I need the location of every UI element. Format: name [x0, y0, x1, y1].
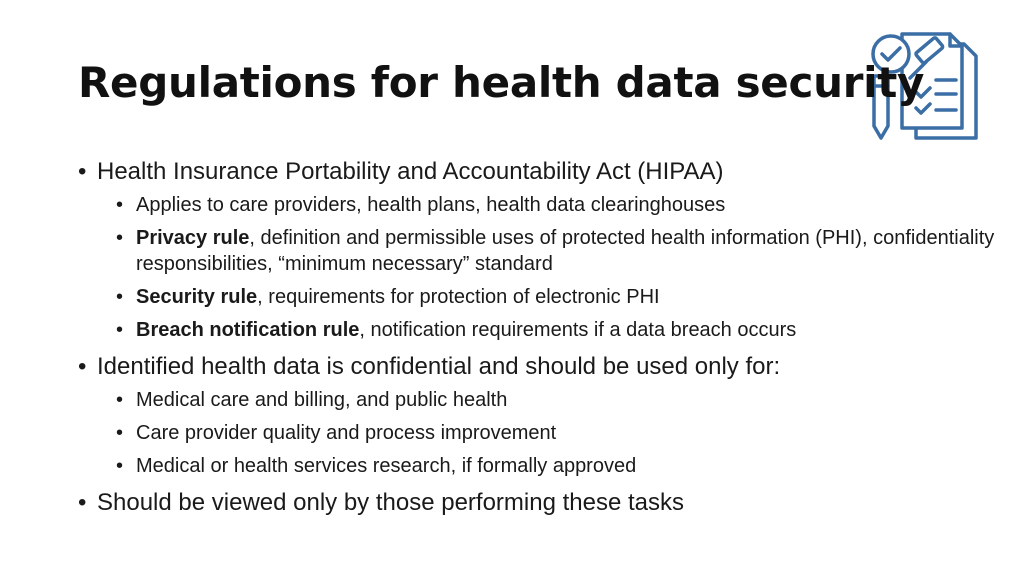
sub-bullet-list — [116, 387, 998, 479]
sub-bullet-text: Medical care and billing, and public health — [136, 389, 508, 411]
bullet-item — [78, 351, 998, 383]
bullet-text: Should be viewed only by those performing these tasks — [97, 489, 685, 516]
sub-bullet-item — [116, 387, 998, 413]
sub-bullet-bold-term: Security rule — [136, 286, 258, 308]
sub-bullet-bold-term: Breach notification rule — [136, 319, 360, 341]
bullet-item — [78, 156, 998, 188]
sub-bullet-item — [116, 453, 998, 479]
sub-bullet-text: Applies to care providers, health plans, health data clearinghouses — [136, 194, 726, 216]
bullet-list — [78, 156, 998, 519]
sub-bullet-bold-term: Privacy rule — [136, 227, 250, 249]
sub-bullet-item — [116, 284, 998, 310]
sub-bullet-text: Medical or health services research, if formally approved — [136, 455, 637, 477]
sub-bullet-item — [116, 420, 998, 446]
sub-bullet-text: , definition and permissible uses of protected health information (PHI), confidentiality responsibilities, “minimum necessary” standard — [136, 227, 995, 275]
sub-bullet-list — [116, 192, 998, 343]
slide-title: Regulations for health data security — [78, 58, 925, 107]
sub-bullet-item — [116, 225, 998, 277]
sub-bullet-item — [116, 192, 998, 218]
bullet-text: Health Insurance Portability and Accountability Act (HIPAA) — [97, 158, 724, 185]
sub-bullet-text: , notification requirements if a data breach occurs — [359, 319, 797, 341]
sub-bullet-text: Care provider quality and process improvement — [136, 422, 557, 444]
bullet-item — [78, 487, 998, 519]
sub-bullet-text: , requirements for protection of electronic PHI — [257, 286, 660, 308]
bullet-content — [78, 156, 998, 523]
bullet-text: Identified health data is confidential and should be used only for: — [97, 353, 781, 380]
sub-bullet-item — [116, 317, 998, 343]
